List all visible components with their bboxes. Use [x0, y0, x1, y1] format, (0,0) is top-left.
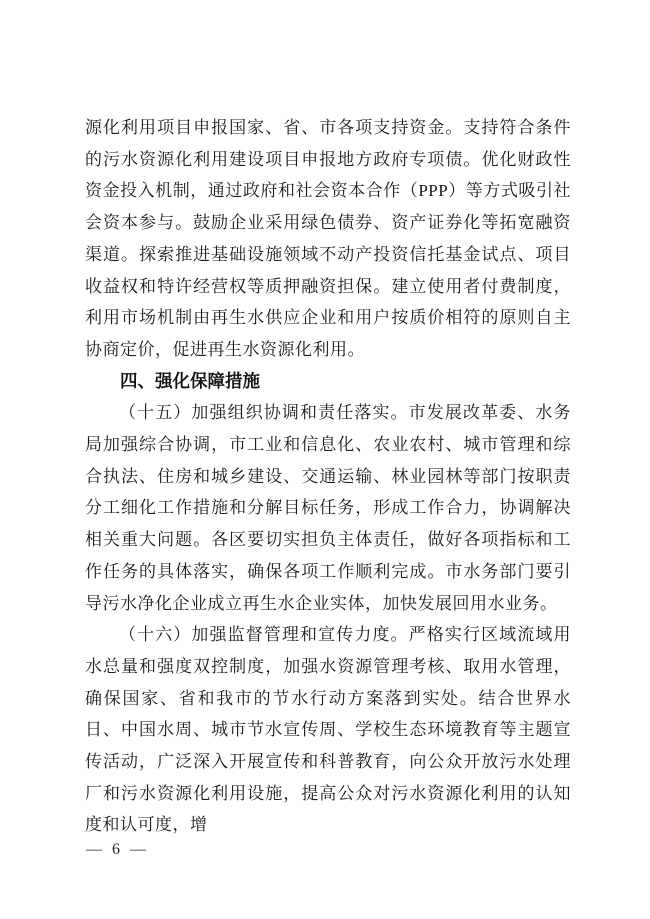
paragraph-item-15: （十五）加强组织协调和责任落实。市发展改革委、水务局加强综合协调，市工业和信息化、农业农村、城市管理和综合执法、住房和城乡建设、交通运输、林业园林等部门按职责分工细化工作措施和分解目标任务，形成工作合力，协调解决相关重大问题。各区要切实担负主体责任，做好各项指标和工作任务的具体落实，确保各项工作顺利完成。市水务部门要引导污水净化企业成立再生水企业实体，加快发展回用水业务。: [85, 403, 571, 613]
paragraph-item-16: （十六）加强监督管理和宣传力度。严格实行区域流域用水总量和强度双控制度，加强水资源管理考核、取用水管理，确保国家、省和我市的节水行动方案落到实处。结合世界水日、中国水周、城市节水宣传周、学校生态环境教育等主题宣传活动，广泛深入开展宣传和科普教育，向公众开放污水处理厂和污水资源化利用设施，提高公众对污水资源化利用的认知度和认可度，增: [85, 625, 571, 835]
paragraph-continuation: 源化利用项目申报国家、省、市各项支持资金。支持符合条件的污水资源化利用建设项目申报地方政府专项债。优化财政性资金投入机制，通过政府和社会资本合作（PPP）等方式吸引社会资本参与。鼓励企业采用绿色债券、资产证券化等拓宽融资渠道。探索推进基础设施领域不动产投资信托基金试点、项目收益权和特许经营权等质押融资担保。建立使用者付费制度，利用市场机制由再生水供应企业和用户按质价相符的原则自主协商定价，促进再生水资源化利用。: [85, 118, 571, 359]
section-heading-4: 四、强化保障措施: [120, 370, 260, 391]
page-footer: [86, 840, 149, 860]
document-body: [85, 112, 571, 841]
page-number: — 6 —: [86, 841, 149, 858]
